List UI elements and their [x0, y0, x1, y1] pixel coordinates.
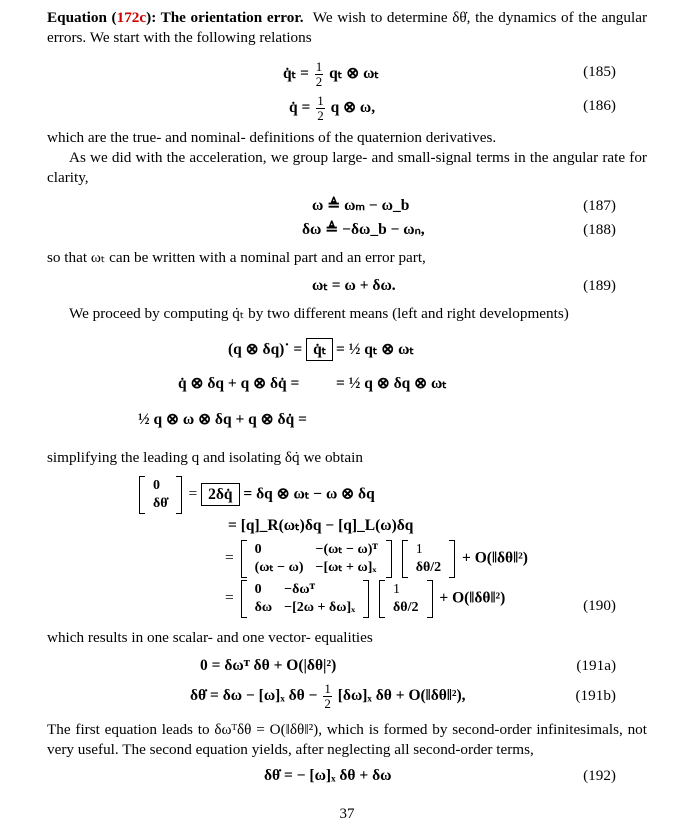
development-row-3-lhs: ½ q ⊗ ω ⊗ δq + q ⊗ δq̇ =	[138, 411, 307, 428]
vector-line-3: 1 δθ/2	[402, 540, 455, 578]
development-row-2-lhs: q̇ ⊗ δq + q ⊗ δq̇ =	[178, 375, 300, 392]
equation-number-191b: (191b)	[575, 687, 616, 704]
equation-number-192: (192)	[583, 767, 616, 784]
equation-186: q̇ = $\frac{1}{2}$ q ⊗ ω,	[289, 93, 376, 123]
paragraph-5: simplifying the leading q and isolating δq̇ we obtain	[47, 449, 363, 466]
equation-number-191a: (191a)	[576, 657, 616, 674]
paragraph-2: As we did with the acceleration, we group large- and small-signal terms in the angular rate for clarity,	[47, 149, 647, 186]
equation-number-187: (187)	[583, 197, 616, 214]
vector-line-4: 1 δθ/2	[379, 580, 432, 618]
equation-191b: δθ̇ = δω − [ω]ₓ δθ − $\frac{1}{2}$ [δω]ₓ δθ + O(‖δθ‖²),	[190, 681, 466, 711]
development-row-1-lhs: (q ⊗ δq)˙ = q̇ₜ	[228, 340, 333, 360]
development-row-2-rhs: = ½ q ⊗ δq ⊗ ωₜ	[336, 375, 447, 392]
matrix-line-3: 0 −(ωₜ − ω)ᵀ (ωₜ − ω) −[ωₜ + ω]ₓ	[241, 540, 392, 578]
page-number: 37	[339, 806, 355, 822]
equation-187: ω ≜ ωₘ − ω_b	[312, 197, 410, 214]
equation-number-186: (186)	[583, 97, 616, 114]
paragraph-4: We proceed by computing q̇ₜ by two different means (left and right developments)	[69, 305, 569, 322]
matrix-line-4: 0 −δωᵀ δω −[2ω + δω]ₓ	[241, 580, 370, 618]
equation-number-185: (185)	[583, 63, 616, 80]
state-vector: 0 δθ̇	[139, 476, 182, 514]
equation-189: ωₜ = ω + δω.	[312, 277, 396, 294]
paragraph-1: which are the true- and nominal- definitions of the quaternion derivatives.	[47, 129, 497, 146]
heading-text: We wish to determine δθ̇, the dynamics of the angular errors. We start with the following relations	[47, 9, 647, 46]
paragraph-3: so that ωₜ can be written with a nominal part and an error part,	[47, 249, 426, 266]
equation-reference-link[interactable]: 172c	[116, 9, 147, 26]
equation-188: δω ≜ −δω_b − ωₙ,	[302, 221, 425, 238]
equation-192: δθ̇ = − [ω]ₓ δθ + δω	[264, 767, 392, 784]
equation-190-line-1: 0 δθ̇ = 2δq̇ = δq ⊗ ωₜ − ω ⊗ δq	[136, 476, 375, 514]
equation-190-line-4: = 0 −δωᵀ δω −[2ω + δω]ₓ 1 δθ/2 + O(‖δθ‖²)	[225, 580, 505, 618]
equation-label: Equation (172c): The orientation error.	[47, 9, 304, 26]
paragraph-7: The first equation leads to δωᵀδθ = O(‖δθ‖²), which is formed by second-order infinitesimals, not very useful. The second equation yields, after neglecting all second-order terms,	[47, 721, 647, 758]
equation-number-190: (190)	[583, 597, 616, 614]
equation-number-188: (188)	[583, 221, 616, 238]
equation-190-line-2: = [q]_R(ωₜ)δq − [q]_L(ω)δq	[228, 517, 414, 534]
equation-190-line-3: = 0 −(ωₜ − ω)ᵀ (ωₜ − ω) −[ωₜ + ω]ₓ 1 δθ/2 + O(‖δθ‖²)	[225, 540, 528, 578]
boxed-qt-dot: q̇ₜ	[306, 338, 333, 361]
heading-paragraph	[47, 8, 647, 48]
equation-185: q̇ₜ = $\frac{1}{2}$ qₜ ⊗ ωₜ	[283, 59, 379, 89]
development-row-1-rhs: = ½ qₜ ⊗ ωₜ	[336, 341, 415, 358]
equation-191a: 0 = δωᵀ δθ + O(|δθ|²)	[200, 657, 337, 674]
paragraph-6: which results in one scalar- and one vector- equalities	[47, 629, 373, 646]
equation-number-189: (189)	[583, 277, 616, 294]
boxed-2dq-dot: 2δq̇	[201, 483, 239, 506]
